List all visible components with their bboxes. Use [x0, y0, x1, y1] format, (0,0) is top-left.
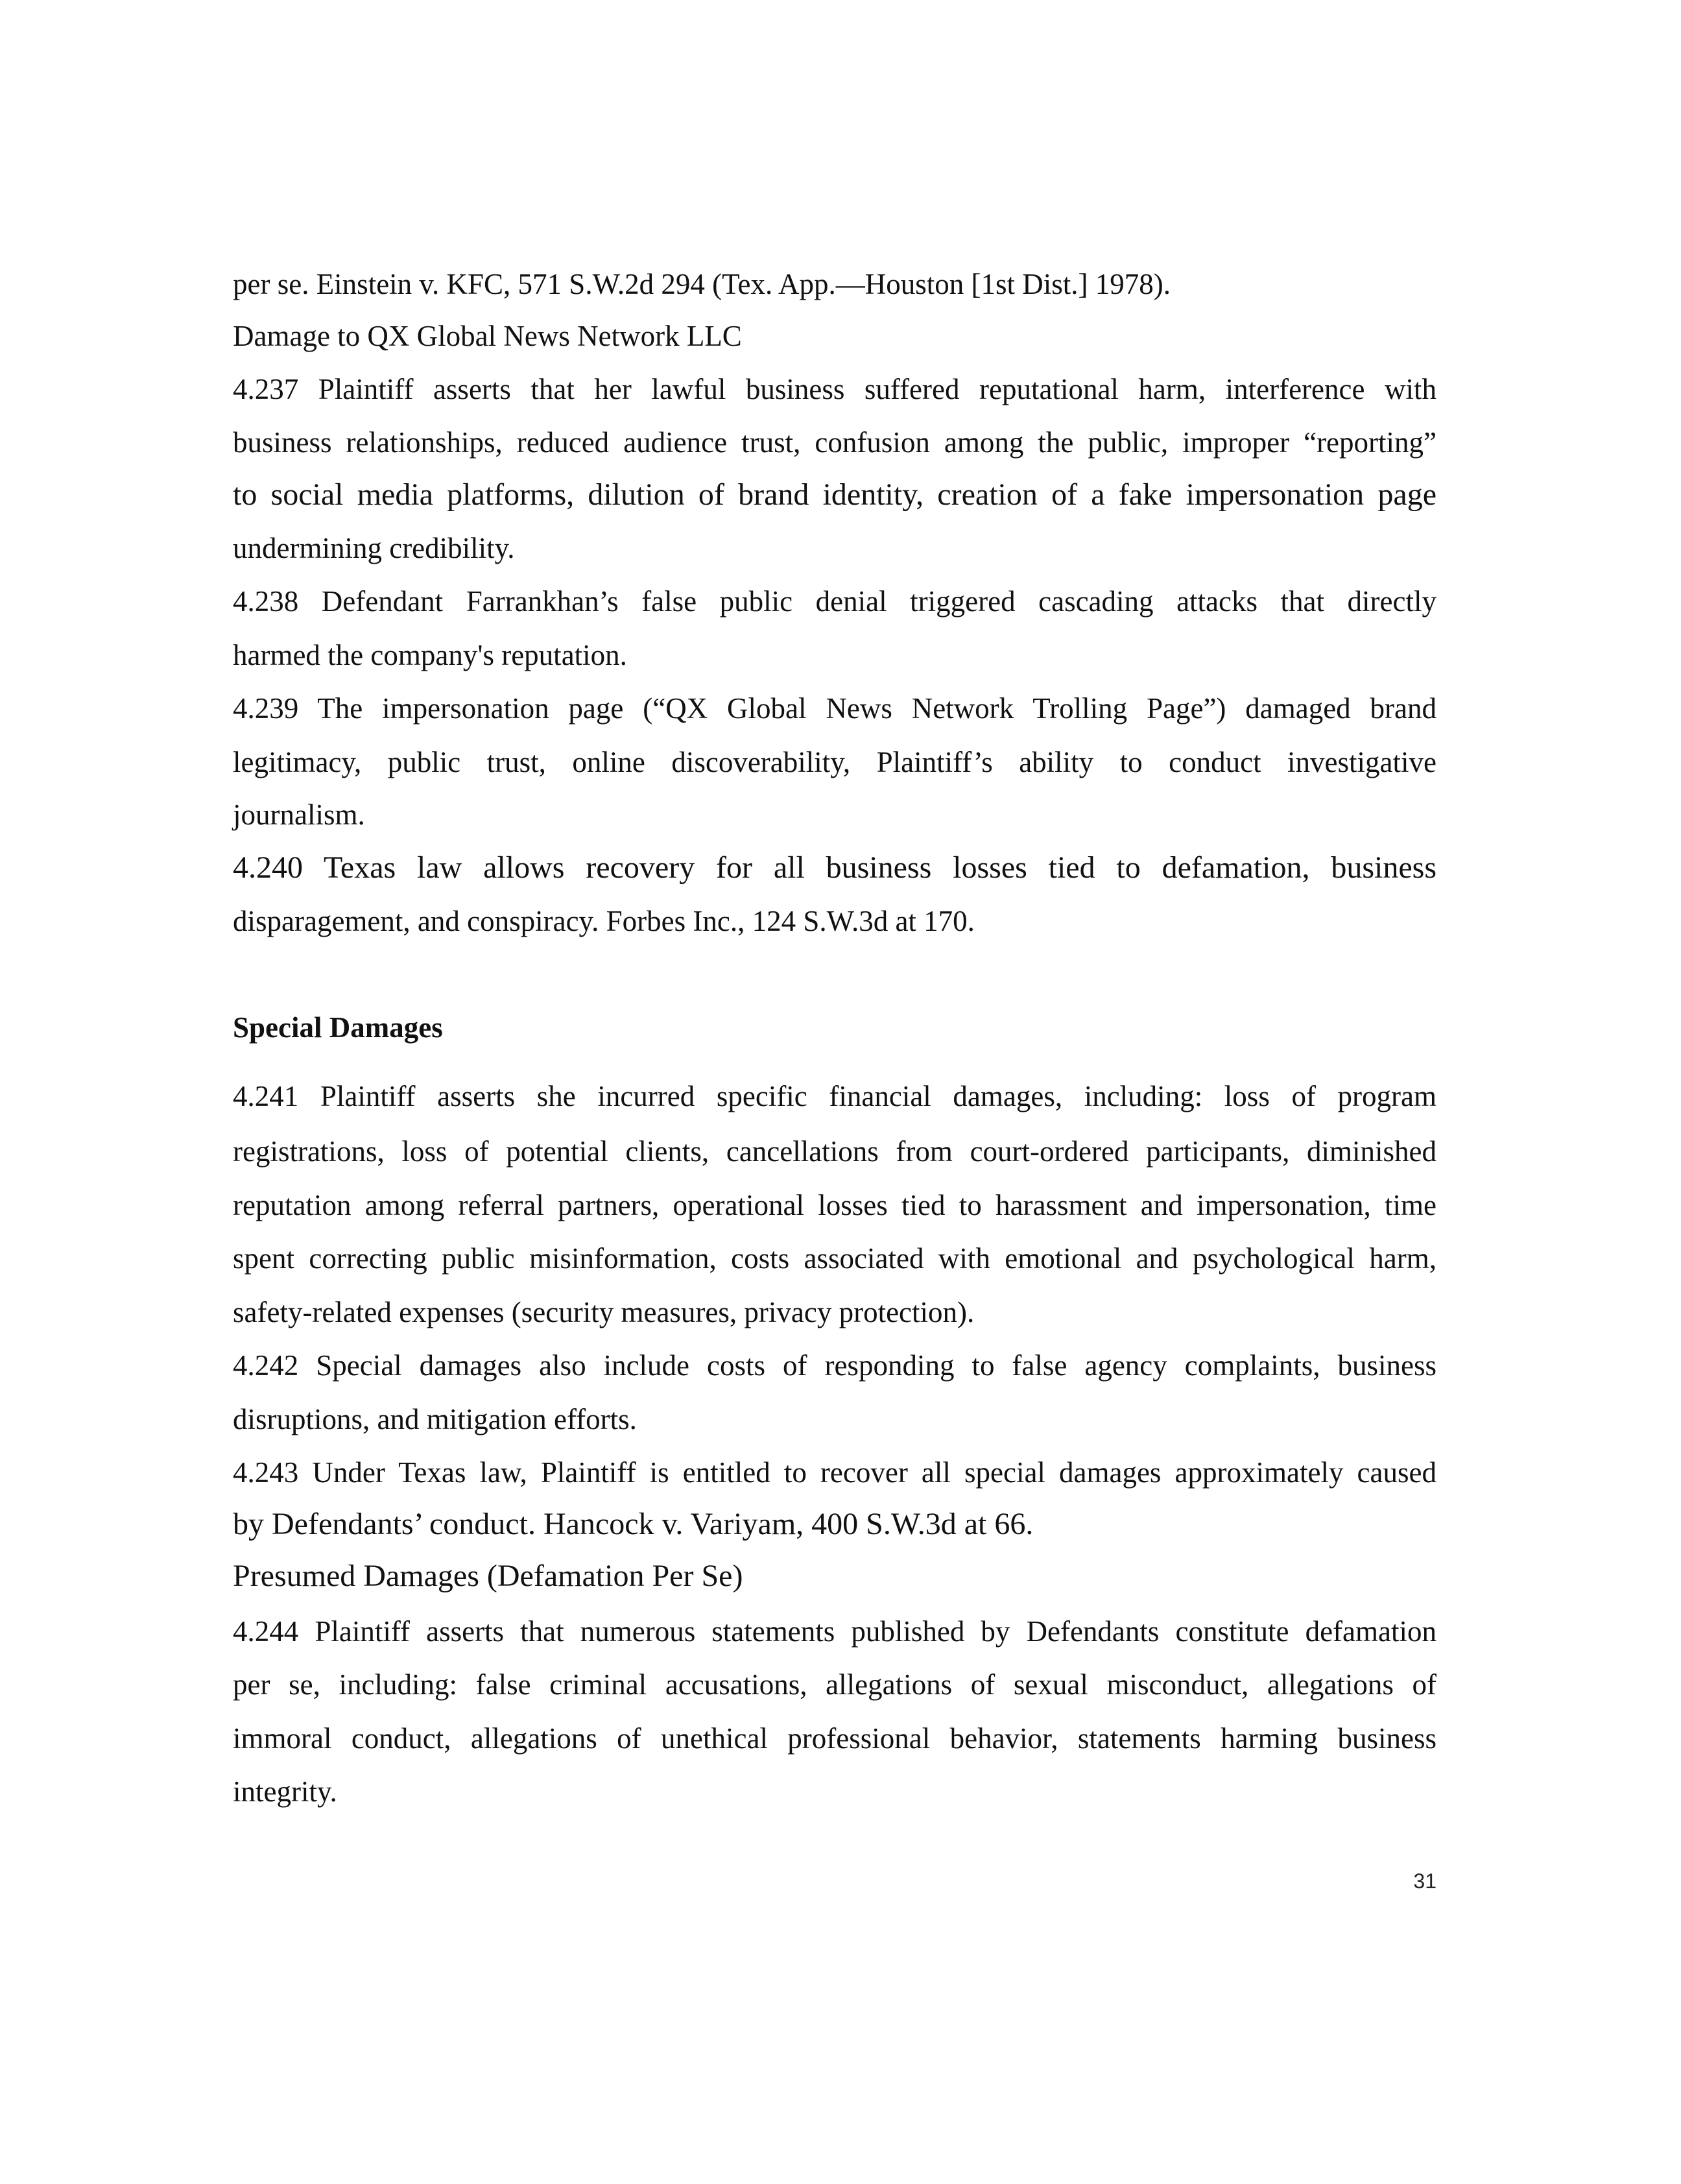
text-line: business relationships, reduced audience trust, confusion among the public, improper “reporting” [233, 426, 1437, 459]
text-line: by Defendants’ conduct. Hancock v. Variyam, 400 S.W.3d at 66. [233, 1507, 1034, 1541]
section-heading: Special Damages [233, 1011, 443, 1044]
text-line: integrity. [233, 1775, 337, 1808]
text-line: per se. Einstein v. KFC, 571 S.W.2d 294 (Tex. App.—Houston [1st Dist.] 1978). [233, 268, 1171, 300]
text-line: 4.243 Under Texas law, Plaintiff is entitled to recover all special damages approximately caused [233, 1456, 1437, 1489]
text-line: safety-related expenses (security measures, privacy protection). [233, 1296, 975, 1328]
text-line: harmed the company's reputation. [233, 639, 627, 671]
text-line: 4.244 Plaintiff asserts that numerous statements published by Defendants constitute defamation [233, 1615, 1437, 1648]
text-line: reputation among referral partners, operational losses tied to harassment and impersonation, time [233, 1189, 1437, 1221]
text-line: to social media platforms, dilution of brand identity, creation of a fake impersonation page [233, 477, 1437, 512]
text-line: journalism. [233, 798, 365, 831]
section-heading: Presumed Damages (Defamation Per Se) [233, 1559, 743, 1593]
text-line: per se, including: false criminal accusations, allegations of sexual misconduct, allegations of [233, 1668, 1437, 1701]
section-heading: Damage to QX Global News Network LLC [233, 320, 742, 352]
text-line: 4.239 The impersonation page (“QX Global News Network Trolling Page”) damaged brand [233, 692, 1437, 725]
text-line: 4.238 Defendant Farrankhan’s false public denial triggered cascading attacks that directly [233, 585, 1437, 618]
text-line: 4.242 Special damages also include costs of responding to false agency complaints, business [233, 1349, 1437, 1382]
text-line: immoral conduct, allegations of unethical professional behavior, statements harming business [233, 1722, 1437, 1755]
text-line: 4.237 Plaintiff asserts that her lawful business suffered reputational harm, interference with [233, 373, 1437, 405]
text-line: disruptions, and mitigation efforts. [233, 1403, 637, 1435]
text-line: disparagement, and conspiracy. Forbes Inc., 124 S.W.3d at 170. [233, 905, 975, 937]
text-line: registrations, loss of potential clients, cancellations from court-ordered participants, diminished [233, 1135, 1437, 1168]
text-line: 4.240 Texas law allows recovery for all business losses tied to defamation, business [233, 850, 1437, 885]
text-line: legitimacy, public trust, online discoverability, Plaintiff’s ability to conduct investigative [233, 746, 1437, 778]
text-line: spent correcting public misinformation, costs associated with emotional and psychological harm, [233, 1242, 1437, 1275]
page-number: 31 [1413, 1869, 1437, 1893]
text-line: undermining credibility. [233, 532, 515, 564]
text-line: 4.241 Plaintiff asserts she incurred specific financial damages, including: loss of program [233, 1080, 1437, 1112]
